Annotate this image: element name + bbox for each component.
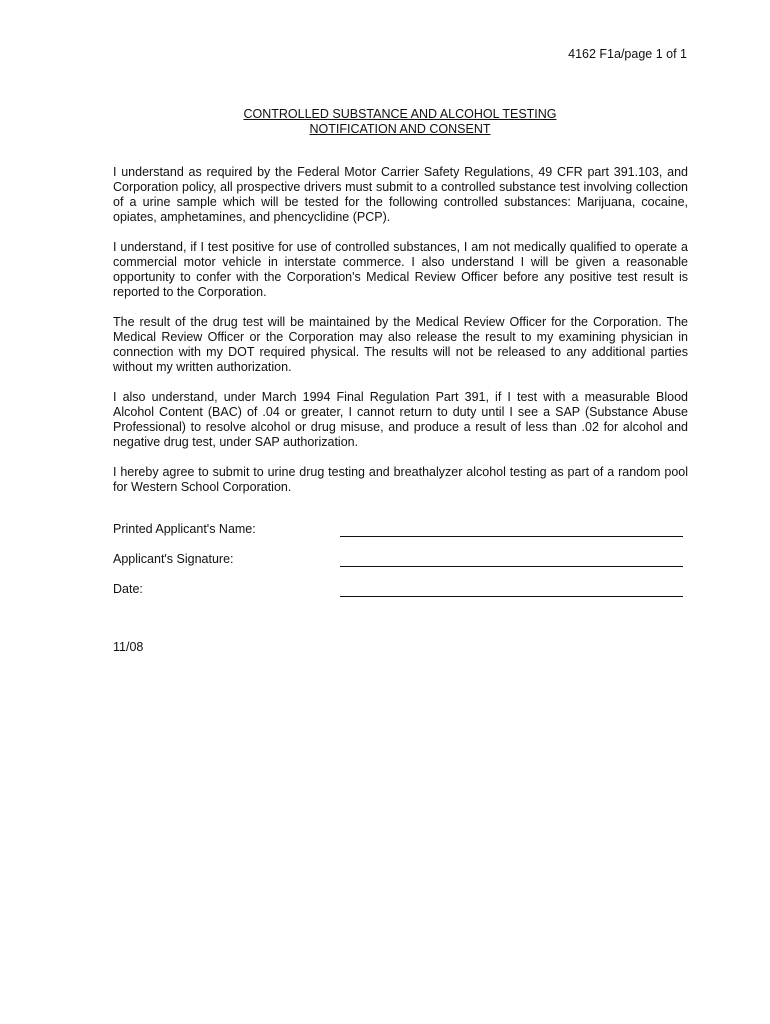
paragraph-agreement: I hereby agree to submit to urine drug testing and breathalyzer alcohol testing as part of a random pool for Western School Corporation. <box>113 465 688 494</box>
paragraph-positive-result: I understand, if I test positive for use of controlled substances, I am not medically qualified to operate a commercial motor vehicle in interstate commerce. I also understand I will be given a reasonable opportunity to confer with the Corporation's Medical Review Officer before any positive test result is reported to the Corporation. <box>113 240 688 299</box>
field-printed-name <box>113 522 688 552</box>
paragraph-alcohol-regulation: I also understand, under March 1994 Final Regulation Part 391, if I test with a measurable Blood Alcohol Content (BAC) of .04 or greater, I cannot return to duty until I see a SAP (Substance Abuse Professional) to resolve alcohol or drug misuse, and produce a result of less than .02 for alcohol and negative drug test, under SAP authorization. <box>113 390 688 449</box>
signature-line[interactable] <box>340 566 683 567</box>
field-signature <box>113 552 688 582</box>
document-body <box>113 165 688 510</box>
signature-label: Applicant's Signature: <box>113 552 234 566</box>
document-title <box>0 107 770 137</box>
revision-date: 11/08 <box>113 640 144 654</box>
date-label: Date: <box>113 582 143 596</box>
printed-name-line[interactable] <box>340 536 683 537</box>
printed-name-label: Printed Applicant's Name: <box>113 522 256 536</box>
date-line[interactable] <box>340 596 683 597</box>
signature-fields <box>113 522 688 612</box>
page-reference: 4162 F1a/page 1 of 1 <box>568 47 687 61</box>
paragraph-testing-requirement: I understand as required by the Federal Motor Carrier Safety Regulations, 49 CFR part 391.103, and Corporation policy, all prospective drivers must submit to a controlled substance test involving collection of a urine sample which will be tested for the following controlled substances: Marijuana, cocaine, opiates, amphetamines, and phencyclidine (PCP). <box>113 165 688 224</box>
title-line-2: NOTIFICATION AND CONSENT <box>309 122 491 136</box>
title-line-1: CONTROLLED SUBSTANCE AND ALCOHOL TESTING <box>243 107 557 121</box>
field-date <box>113 582 688 612</box>
paragraph-result-maintenance: The result of the drug test will be maintained by the Medical Review Officer for the Corporation. The Medical Review Officer or the Corporation may also release the result to my examining physician in connection with my DOT required physical. The results will not be released to any additional parties without my written authorization. <box>113 315 688 374</box>
